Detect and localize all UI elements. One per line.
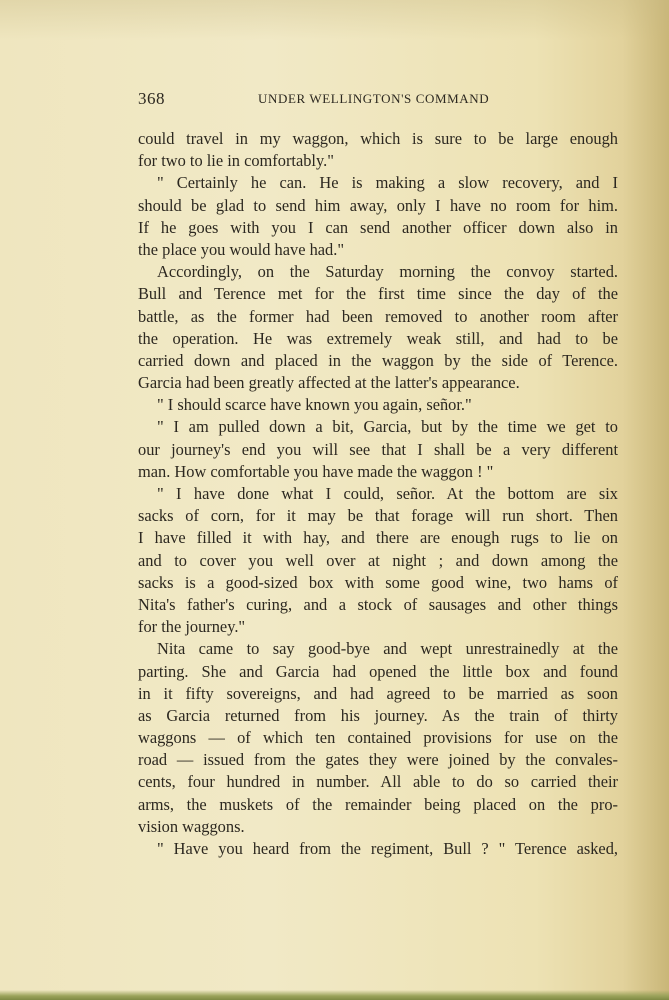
text-line: Garcia had been greatly affected at the latter's appearance. <box>138 373 520 393</box>
text-line: Accordingly, on the Saturday morning the convoy started. <box>157 262 618 282</box>
text-line: for the journey." <box>138 617 246 637</box>
text-line: could travel in my waggon, which is sure to be large enough <box>138 129 618 148</box>
text-line: road — issued from the gates they were joined by the convales- <box>138 750 618 770</box>
body-text <box>138 128 618 860</box>
text-line: parting. She and Garcia had opened the little box and found <box>138 661 618 681</box>
text-line: for two to lie in comfortably." <box>138 151 334 171</box>
text-line: arms, the muskets of the remainder being placed on the pro- <box>138 794 618 814</box>
text-line: If he goes with you I can send another officer down also in <box>138 217 618 237</box>
text-line: cents, four hundred in number. All able to do so carried their <box>138 772 618 792</box>
text-line: waggons — of which ten contained provisions for use on the <box>138 728 618 748</box>
text-line: " I should scarce have known you again, señor." <box>157 395 472 415</box>
text-line: man. How comfortable you have made the waggon ! " <box>138 461 494 481</box>
text-line: " Certainly he can. He is making a slow recovery, and I <box>157 173 618 193</box>
text-line: Bull and Terence met for the first time since the day of the <box>138 284 618 304</box>
text-line: in it fifty sovereigns, and had agreed to be married as soon <box>138 683 618 703</box>
text-line: as Garcia returned from his journey. As the train of thirty <box>138 705 618 725</box>
text-line: " I have done what I could, señor. At the bottom are six <box>157 484 618 503</box>
page-header <box>138 89 618 113</box>
text-line: and to cover you well over at night ; and down among the <box>138 550 618 570</box>
text-line: vision waggons. <box>138 816 245 836</box>
text-line: should be glad to send him away, only I have no room for him. <box>138 195 618 215</box>
text-line: carried down and placed in the waggon by the side of Terence. <box>138 350 618 370</box>
page-top-shadow <box>0 0 669 40</box>
text-line: our journey's end you will see that I shall be a very different <box>138 439 618 459</box>
text-line: Nita came to say good-bye and wept unrestrainedly at the <box>157 639 618 659</box>
text-line: Nita's father's curing, and a stock of sausages and other things <box>138 594 618 614</box>
text-line: " I am pulled down a bit, Garcia, but by the time we get to <box>157 417 618 437</box>
text-line: sacks is a good-sized box with some good wine, two hams of <box>138 572 618 592</box>
text-line: I have filled it with hay, and there are enough rugs to lie on <box>138 528 618 548</box>
page-number: 368 <box>138 89 165 108</box>
text-line: the place you would have had." <box>138 239 345 259</box>
text-line: battle, as the former had been removed to another room after <box>138 306 618 326</box>
text-line: " Have you heard from the regiment, Bull ? " Terence asked, <box>157 839 618 858</box>
text-line: the operation. He was extremely weak still, and had to be <box>138 328 618 348</box>
running-head: UNDER WELLINGTON'S COMMAND <box>258 91 490 106</box>
text-line: sacks of corn, for it may be that forage will run short. Then <box>138 506 618 526</box>
